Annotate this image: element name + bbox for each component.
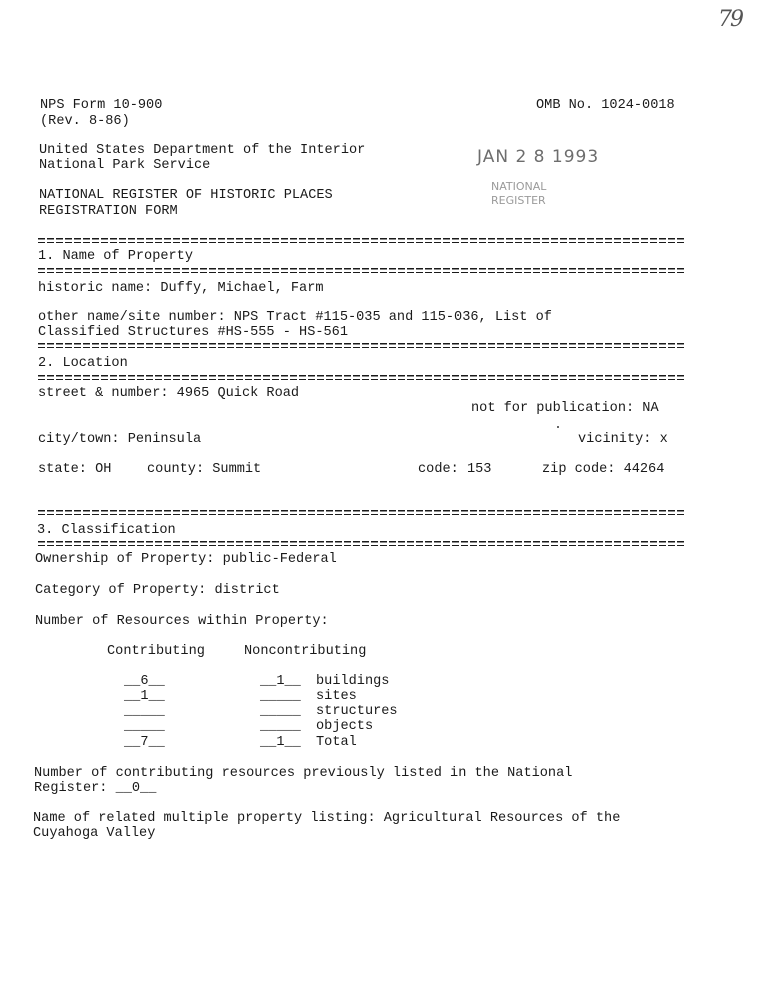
section-divider	[38, 375, 686, 380]
noncontributing-count-structures: _____	[260, 704, 301, 719]
noncontributing-count-sites: _____	[260, 689, 301, 704]
section-divider	[38, 238, 686, 243]
contributing-count-structures: _____	[124, 704, 165, 719]
section-3-heading: 3. Classification	[37, 523, 176, 538]
other-name-line-2: Classified Structures #HS-555 - HS-561	[38, 325, 348, 340]
section-1-heading: 1. Name of Property	[38, 249, 193, 264]
contributing-count-objects: _____	[124, 719, 165, 734]
department-name: United States Department of the Interior	[39, 143, 366, 158]
resource-label-sites: sites	[316, 689, 357, 704]
city-town: city/town: Peninsula	[38, 432, 202, 447]
ownership-of-property: Ownership of Property: public-Federal	[35, 552, 337, 567]
previously-listed-line-1: Number of contributing resources previously listed in the National	[34, 766, 573, 781]
section-divider	[38, 343, 686, 348]
omb-number: OMB No. 1024-0018	[536, 98, 675, 113]
resource-label-total: Total	[316, 735, 357, 750]
contributing-count-total: __7__	[124, 735, 165, 750]
section-divider	[38, 268, 686, 273]
corner-annotation: 79	[718, 7, 742, 32]
county-code: code: 153	[418, 462, 492, 477]
number-of-resources-heading: Number of Resources within Property:	[35, 614, 329, 629]
resource-label-structures: structures	[316, 704, 398, 719]
section-2-heading: 2. Location	[38, 356, 128, 371]
form-number: NPS Form 10-900	[40, 98, 163, 113]
service-name: National Park Service	[39, 158, 211, 173]
stamp-line-1: NATIONAL	[491, 180, 547, 193]
contributing-column-header: Contributing	[107, 644, 205, 659]
resource-label-buildings: buildings	[316, 674, 390, 689]
multiple-property-listing-line-2: Cuyahoga Valley	[33, 826, 156, 841]
section-divider	[38, 510, 686, 515]
speck-mark	[557, 426, 559, 428]
noncontributing-column-header: Noncontributing	[244, 644, 367, 659]
received-date-stamp: JAN 2 8 1993	[477, 147, 600, 167]
contributing-count-sites: __1__	[124, 689, 165, 704]
state: state: OH	[38, 462, 112, 477]
form-revision: (Rev. 8-86)	[40, 114, 130, 129]
street-address: street & number: 4965 Quick Road	[38, 386, 300, 401]
vicinity: vicinity: x	[578, 432, 668, 447]
form-title: REGISTRATION FORM	[39, 204, 178, 219]
noncontributing-count-buildings: __1__	[260, 674, 301, 689]
contributing-count-buildings: __6__	[124, 674, 165, 689]
other-name-line-1: other name/site number: NPS Tract #115-035 and 115-036, List of	[38, 310, 552, 325]
multiple-property-listing-line-1: Name of related multiple property listing: Agricultural Resources of the	[33, 811, 621, 826]
section-divider	[38, 541, 686, 546]
historic-name: historic name: Duffy, Michael, Farm	[38, 281, 324, 296]
register-name: NATIONAL REGISTER OF HISTORIC PLACES	[39, 188, 333, 203]
county: county: Summit	[147, 462, 262, 477]
noncontributing-count-total: __1__	[260, 735, 301, 750]
not-for-publication: not for publication: NA	[471, 401, 659, 416]
resource-label-objects: objects	[316, 719, 374, 734]
stamp-line-2: REGISTER	[491, 194, 546, 207]
category-of-property: Category of Property: district	[35, 583, 280, 598]
zip-code: zip code: 44264	[542, 462, 665, 477]
noncontributing-count-objects: _____	[260, 719, 301, 734]
previously-listed-line-2: Register: __0__	[34, 781, 157, 796]
